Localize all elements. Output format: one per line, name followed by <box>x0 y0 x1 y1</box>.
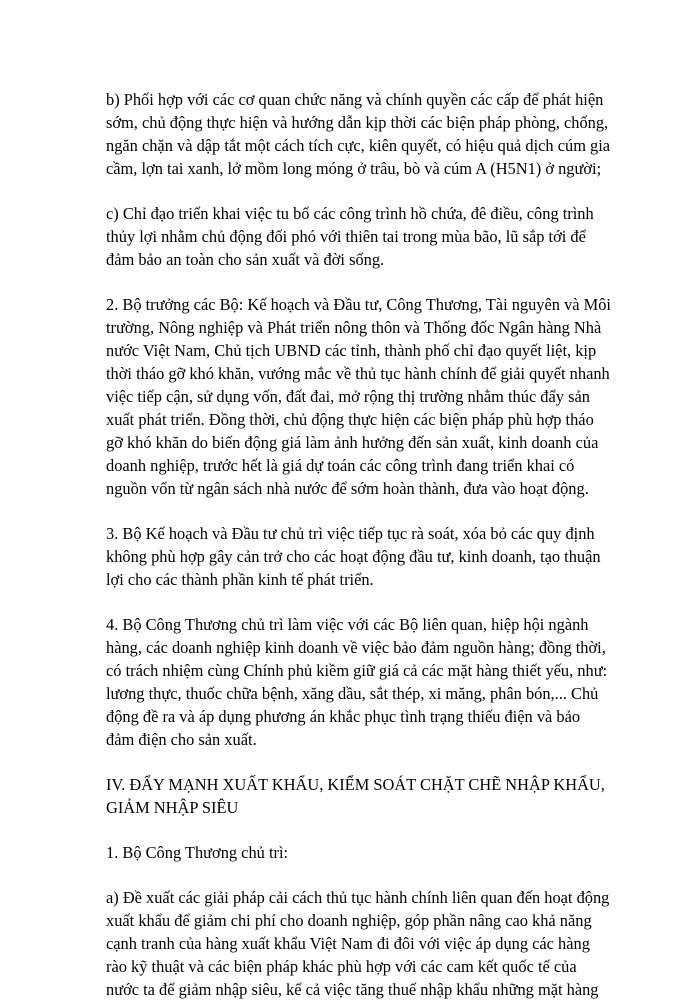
text-line: rào kỹ thuật và các biện pháp khác phù hợp với các cam kết quốc tế của <box>106 957 577 976</box>
text-line: không phù hợp gây cản trở cho các hoạt động đầu tư, kinh doanh, tạo thuận <box>106 547 601 566</box>
text-line: b) Phối hợp với các cơ quan chức năng và chính quyền các cấp để phát hiện <box>106 90 604 109</box>
paragraph-heading-iv <box>106 773 620 819</box>
text-line: a) Đề xuất các giải pháp cải cách thủ tục hành chính liên quan đến hoạt động <box>106 888 610 907</box>
paragraph-para-iv-1 <box>106 841 620 864</box>
text-line: thời tháo gỡ khó khăn, vướng mắc về thủ tục hành chính để giải quyết nhanh <box>106 364 610 383</box>
text-line: c) Chỉ đạo triển khai việc tu bổ các công trình hồ chứa, đê điều, công trình <box>106 204 594 223</box>
paragraph-para-b <box>106 88 620 180</box>
text-line: doanh nghiệp, trước hết là giá dự toán các công trình đang triển khai có <box>106 456 575 475</box>
paragraph-para-c <box>106 202 620 271</box>
paragraph-para-3 <box>106 522 620 591</box>
text-line: cạnh tranh của hàng xuất khẩu Việt Nam đi đôi với việc áp dụng các hàng <box>106 934 590 953</box>
paragraph-para-iv-1a <box>106 886 620 1001</box>
text-line: thủy lợi nhằm chủ động đối phó với thiên tai trong mùa bão, lũ sắp tới để <box>106 227 586 246</box>
text-line: cầm, lợn tai xanh, lở mồm long móng ở trâu, bò và cúm A (H5N1) ở người; <box>106 159 602 178</box>
text-line: nước Việt Nam, Chủ tịch UBND các tỉnh, thành phố chỉ đạo quyết liệt, kịp <box>106 341 597 360</box>
document-body <box>106 88 620 1001</box>
text-line: có trách nhiệm cùng Chính phủ kiềm giữ giá cả các mặt hàng thiết yếu, như: <box>106 661 608 680</box>
text-line: 1. Bộ Công Thương chủ trì: <box>106 843 289 862</box>
text-line: gỡ khó khăn do biến động giá làm ảnh hưởng đến sản xuất, kinh doanh của <box>106 433 599 452</box>
text-line: nước ta để giảm nhập siêu, kể cả việc tăng thuế nhập khẩu những mặt hàng <box>106 980 599 999</box>
text-line: việc tiếp cận, sử dụng vốn, đất đai, mở rộng thị trường nhằm thúc đẩy sản <box>106 387 590 406</box>
text-line: hàng, các doanh nghiệp kinh doanh về việc bảo đảm nguồn hàng; đồng thời, <box>106 638 606 657</box>
text-line: động đề ra và áp dụng phương án khắc phục tình trạng thiếu điện và bảo <box>106 707 581 726</box>
text-line: ngăn chặn và dập tắt một cách tích cực, kiên quyết, có hiệu quả dịch cúm gia <box>106 136 611 155</box>
text-line: đảm bảo an toàn cho sản xuất và đời sống. <box>106 250 385 269</box>
text-line: trường, Nông nghiệp và Phát triển nông thôn và Thống đốc Ngân hàng Nhà <box>106 318 602 337</box>
text-line: 3. Bộ Kế hoạch và Đầu tư chủ trì việc tiếp tục rà soát, xóa bỏ các quy định <box>106 524 595 543</box>
text-line: đảm điện cho sản xuất. <box>106 730 257 749</box>
text-line: xuất khẩu để giảm chi phí cho doanh nghiệp, góp phần nâng cao khả năng <box>106 911 592 930</box>
text-line: GIẢM NHẬP SIÊU <box>106 798 239 817</box>
text-line: lợi cho các thành phần kinh tế phát triển. <box>106 570 374 589</box>
text-line: 4. Bộ Công Thương chủ trì làm việc với các Bộ liên quan, hiệp hội ngành <box>106 615 589 634</box>
text-line: lương thực, thuốc chữa bệnh, xăng dầu, sắt thép, xi măng, phân bón,... Chủ <box>106 684 599 703</box>
text-line: xuất phát triển. Đồng thời, chủ động thực hiện các biện pháp phù hợp tháo <box>106 410 594 429</box>
paragraph-para-4 <box>106 613 620 751</box>
text-line: IV. ĐẨY MẠNH XUẤT KHẨU, KIỂM SOÁT CHẶT CHẼ NHẬP KHẨU, <box>106 775 605 794</box>
text-line: nguồn vốn từ ngân sách nhà nước để sớm hoàn thành, đưa vào hoạt động. <box>106 479 589 498</box>
text-line: 2. Bộ trưởng các Bộ: Kế hoạch và Đầu tư, Công Thương, Tài nguyên và Môi <box>106 295 611 314</box>
paragraph-para-2 <box>106 293 620 500</box>
text-line: sớm, chủ động thực hiện và hướng dẫn kịp thời các biện pháp phòng, chống, <box>106 113 609 132</box>
